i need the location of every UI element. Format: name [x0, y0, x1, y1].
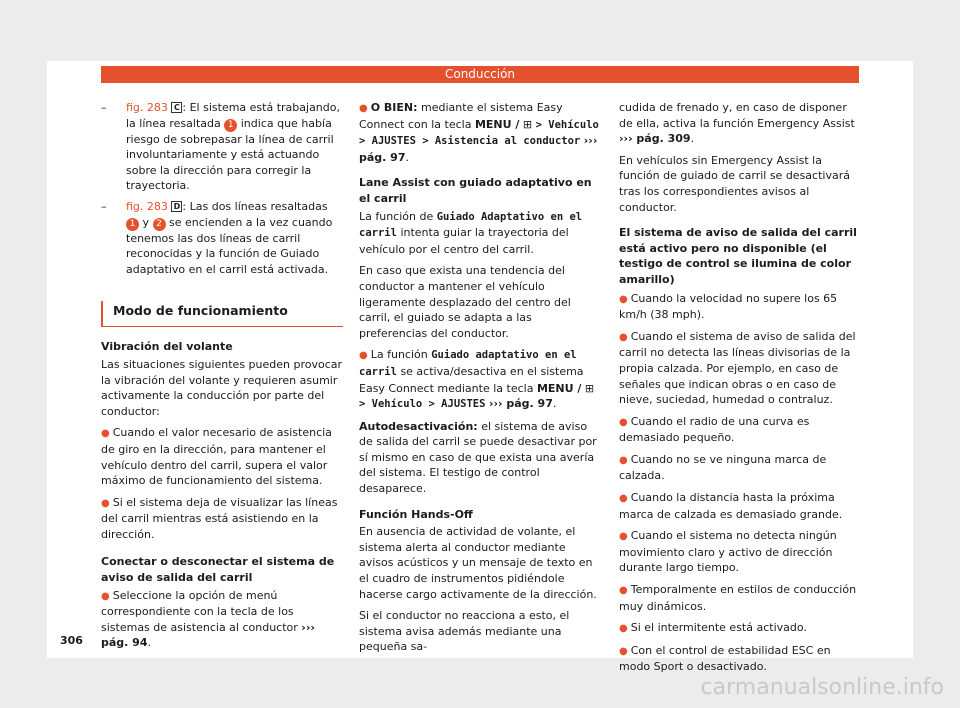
subheading: Función Hands-Off: [359, 507, 473, 521]
bullet-icon: ●: [619, 645, 628, 657]
paragraph: En ausencia de actividad de volante, el sistema alerta al conductor mediante avisos acústicos y un mensaje de texto en el cuadro de instrumentos pidiéndole hacerse cargo activamente de la dirección.: [359, 525, 597, 601]
page-link[interactable]: ››› pág. 97: [359, 134, 598, 164]
page-link[interactable]: ››› pág. 309: [619, 132, 691, 146]
bullet-icon: ●: [619, 623, 628, 635]
menu-key: MENU /: [474, 117, 520, 131]
bullet-icon: ●: [619, 293, 628, 305]
bullet-item: ● Cuando la velocidad no supere los 65 km/h (38 mph).: [619, 291, 838, 322]
list-item: – fig. 283 D : Las dos líneas resaltadas 1 y 2 se encienden a la vez cuando tenemos las dos líneas de carril reconocidas y la función de Guiado adaptativo en el carril está activada.: [101, 199, 333, 276]
bullet-item: ● Cuando el sistema de aviso de salida del carril no detecta las líneas divisorias de la propia calzada. Por ejemplo, en caso de señales que indican obras o en caso de nieve, suciedad, humedad o contraluz.: [619, 329, 856, 407]
bullet-item: ● Seleccione la opción de menú correspondiente con la tecla de los sistemas de asistencia al conductor ››› pág. 94.: [101, 588, 315, 650]
menu-key: MENU /: [536, 381, 582, 395]
bullet-item: ● Si el intermitente está activado.: [619, 621, 807, 635]
list-item: – fig. 283 C : El sistema está trabajando, la línea resaltada 1 indica que había riesgo de sobrepasar la línea de carril involuntariamente y está actuando sobre la dirección para corregir la trayectoria.: [101, 101, 340, 193]
bullet-item: ● O BIEN: mediante el sistema Easy Connect con la tecla MENU / ⊞ > Vehículo > AJUSTES > Asistencia al conductor ››› pág. 97.: [359, 101, 599, 164]
bullet-icon: ●: [359, 103, 368, 114]
page-number: 306: [60, 634, 83, 647]
watermark: carmanualsonline.info: [700, 675, 944, 700]
bullet-item: ● Cuando el sistema no detecta ningún movimiento claro y activo de dirección durante largo tiempo.: [619, 529, 837, 575]
bullet-icon: ●: [619, 585, 628, 597]
column-3: [619, 100, 861, 681]
bullet-icon: ●: [101, 497, 110, 509]
chapter-header: Conducción: [101, 66, 859, 83]
column-2: [359, 100, 601, 661]
bullet-item: ● Cuando la distancia hasta la próxima marca de calzada es demasiado grande.: [619, 491, 843, 521]
bullet-icon: ●: [619, 331, 628, 343]
bullet-icon: ●: [619, 416, 628, 428]
paragraph: La función de Guiado Adaptativo en el carril intenta guiar la trayectoria del vehículo por el centro del carril.: [359, 209, 583, 256]
section-title: Modo de funcionamiento: [101, 301, 343, 327]
grid-icon: ⊞: [522, 117, 533, 131]
menu-path: > Vehículo > AJUSTES: [359, 398, 486, 411]
figure-link[interactable]: fig. 283: [126, 199, 168, 213]
bullet-item: ● Si el sistema deja de visualizar las líneas del carril mientras está asistiendo en la dirección.: [101, 495, 338, 541]
callout-number: 1: [224, 119, 237, 132]
paragraph: Si el conductor no reacciona a esto, el sistema avisa además mediante una pequeña sa-: [359, 609, 570, 654]
bullet-item: ● Cuando el radio de una curva es demasiado pequeño.: [619, 414, 810, 445]
subheading: Lane Assist con guiado adaptativo en el carril: [359, 176, 592, 205]
bullet-icon: ●: [619, 493, 628, 505]
paragraph: En caso que exista una tendencia del conductor a mantener el vehículo ligeramente desplazado del centro del carril, el guiado se adapta a las preferencias del conductor.: [359, 264, 571, 340]
page-link[interactable]: ››› pág. 94: [101, 620, 315, 650]
page-link[interactable]: ››› pág. 97: [488, 397, 553, 411]
callout-number: 2: [153, 218, 166, 231]
paragraph: cudida de frenado y, en caso de disponer de ella, activa la función Emergency Assist ››› pág. 309.: [619, 101, 855, 146]
figure-badge: D: [171, 201, 182, 212]
subheading: El sistema de aviso de salida del carril está activo pero no disponible (el testigo de control se ilumina de color amarillo): [619, 226, 857, 286]
bullet-item: ● Cuando el valor necesario de asistencia de giro en la dirección, para mantener el vehículo dentro del carril, supera el valor máximo de funcionamiento del sistema.: [101, 426, 332, 488]
bullet-icon: ●: [101, 590, 110, 602]
paragraph: Las situaciones siguientes pueden provocar la vibración del volante y requieren asumir activamente la conducción por parte del conductor:: [101, 357, 343, 418]
column-1: [101, 100, 343, 657]
bullet-item: ● La función Guiado adaptativo en el carril se activa/desactiva en el sistema Easy Connect mediante la tecla MENU / ⊞ > Vehículo > AJUSTES ››› pág. 97.: [359, 348, 595, 411]
bullet-list: [619, 291, 861, 675]
bullet-icon: ●: [359, 350, 368, 362]
figure-link[interactable]: fig. 283: [126, 101, 168, 114]
figure-badge: C: [171, 102, 182, 113]
paragraph: Autodesactivación: el sistema de aviso de salida del carril se puede desactivar por sí mismo en caso de que exista una avería del sistema. El testigo de control desaparece.: [359, 419, 597, 496]
subheading: Vibración del volante: [101, 340, 233, 354]
bullet-icon: ●: [619, 531, 628, 543]
bullet-item: ● Cuando no se ve ninguna marca de calzada.: [619, 452, 827, 483]
bullet-item: ● Temporalmente en estilos de conducción muy dinámicos.: [619, 583, 857, 613]
bullet-icon: ●: [101, 428, 110, 440]
callout-number: 1: [126, 218, 139, 231]
subheading: Conectar o desconectar el sistema de aviso de salida del carril: [101, 555, 335, 585]
paragraph: En vehículos sin Emergency Assist la función de guiado de carril se desactivará tras los correspondientes avisos al conductor.: [619, 153, 850, 214]
bullet-item: ● Con el control de estabilidad ESC en modo Sport o desactivado.: [619, 643, 831, 674]
grid-icon: ⊞: [584, 381, 595, 395]
bullet-icon: ●: [619, 454, 628, 466]
menu-path: > Vehículo > AJUSTES > Asistencia al conductor: [359, 118, 599, 148]
